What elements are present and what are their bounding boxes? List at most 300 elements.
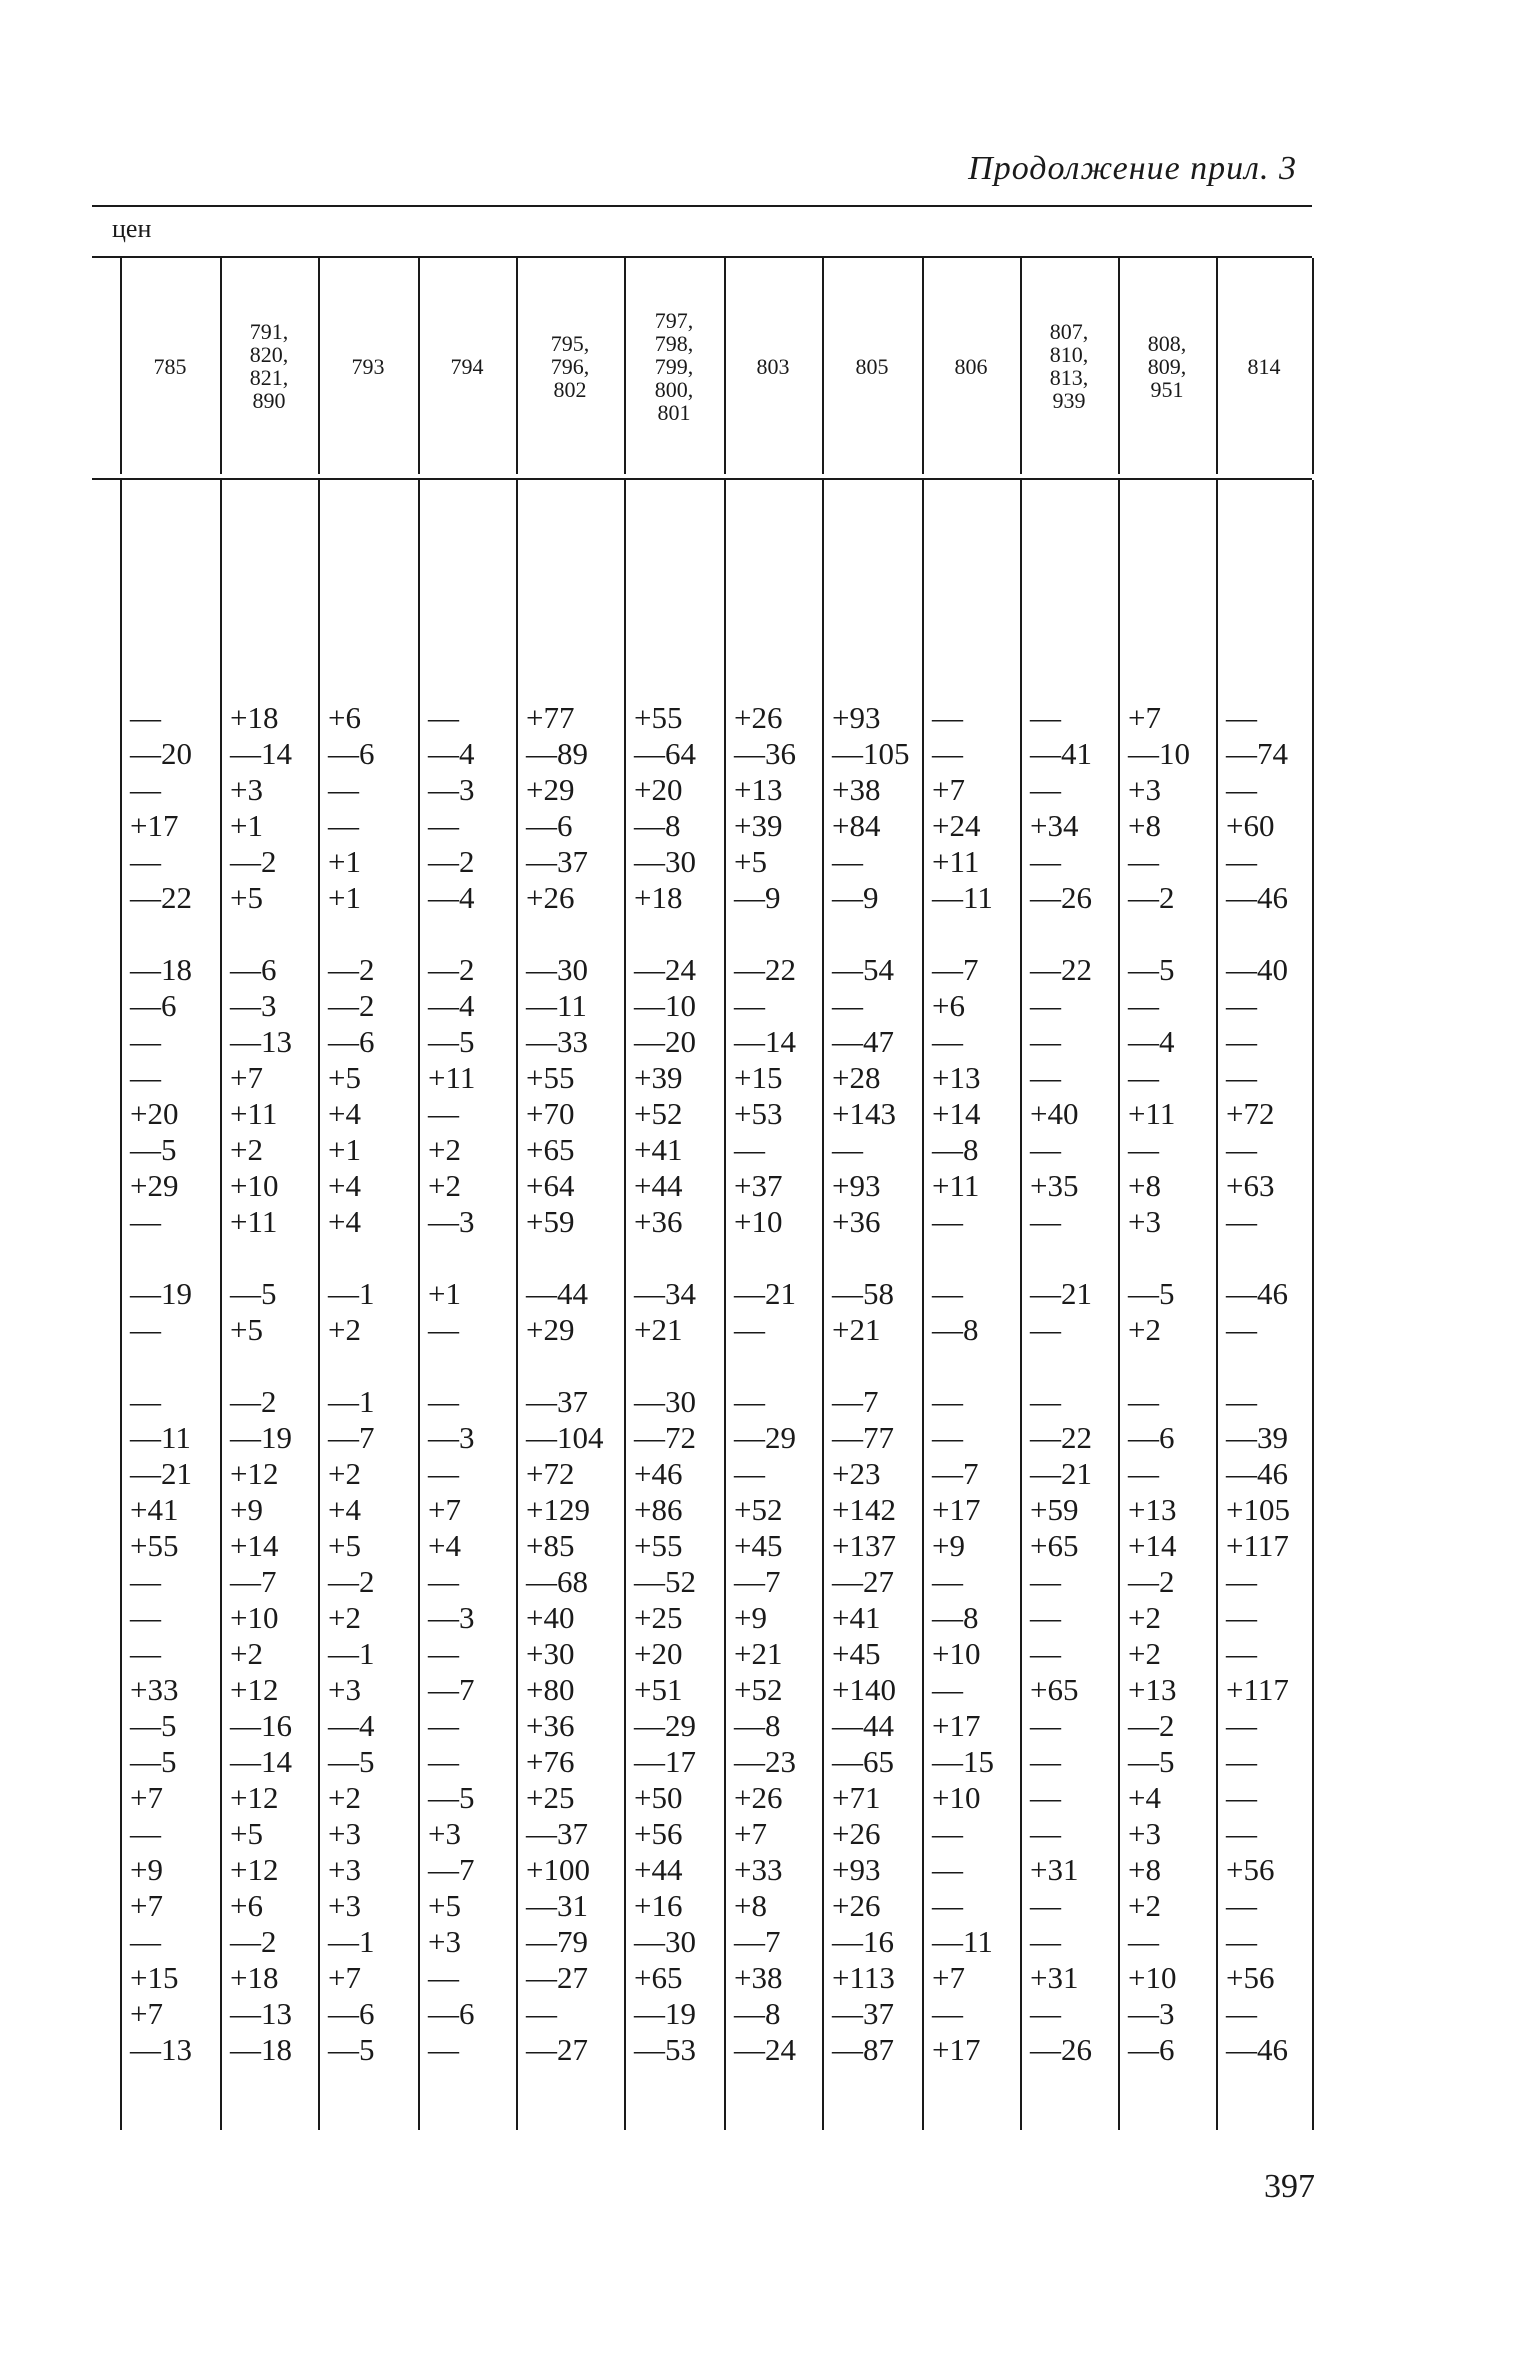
table-cell: —14 [734,1024,796,1059]
table-cell: —58 [832,1276,894,1311]
table-cell: +7 [932,772,965,807]
table-cell: +4 [328,1168,361,1203]
table-cell: +12 [230,1852,279,1887]
table-cell [922,916,1020,952]
table-cell: —7 [832,1384,879,1419]
table-cell: — [130,844,161,879]
table-cell: +2 [230,1636,263,1671]
table-cell: —7 [230,1564,277,1599]
table-cell: +24 [932,808,981,843]
table-cell: —7 [428,1672,475,1707]
table-cell: — [734,1456,765,1491]
table-cell: — [1226,844,1257,879]
table-cell: —6 [1128,1420,1175,1455]
table-cell: +84 [832,808,881,843]
table-cell [318,1348,418,1384]
table-cell: — [1226,772,1257,807]
table-cell [724,1348,822,1384]
table-cell: +5 [328,1528,361,1563]
table-cell: —24 [734,2032,796,2067]
table-cell: — [130,1924,161,1959]
table-cell: +65 [634,1960,683,1995]
table-cell: +10 [932,1636,981,1671]
table-cell: — [130,772,161,807]
table-cell: —5 [328,1744,375,1779]
table-cell: —30 [526,952,588,987]
column-header: 794 [450,353,484,379]
table-cell: —1 [328,1924,375,1959]
table-cell: —4 [428,736,475,771]
table-cell: +52 [734,1492,783,1527]
table-cell: — [1226,1888,1257,1923]
table-cell: +59 [1030,1492,1079,1527]
table-cell: +76 [526,1744,575,1779]
table-cell: — [932,1024,963,1059]
table-cell [1020,1240,1118,1276]
table-cell: —5 [130,1744,177,1779]
table-cell: —6 [230,952,277,987]
table-cell: — [1030,1060,1061,1095]
table-cell: —6 [328,736,375,771]
table-cell: —46 [1226,880,1288,915]
table-cell: —21 [130,1456,192,1491]
table-cell: —39 [1226,1420,1288,1455]
table-cell: +2 [1128,1636,1161,1671]
table-cell: — [1030,1564,1061,1599]
table-cell: —9 [832,880,879,915]
table-cell: +65 [526,1132,575,1167]
table-cell: +11 [1128,1096,1176,1131]
table-cell: — [328,808,359,843]
table-cell: — [832,988,863,1023]
table-cell: —8 [734,1996,781,2031]
table-column [1216,700,1312,2068]
table-cell: +2 [328,1600,361,1635]
table-cell: +5 [230,1312,263,1347]
column-header: 806 [954,353,988,379]
table-cell: +59 [526,1204,575,1239]
table-cell: +3 [328,1888,361,1923]
table-cell: —2 [328,1564,375,1599]
table-cell: +26 [734,700,783,735]
table-cell: +52 [634,1096,683,1131]
table-cell: —1 [328,1636,375,1671]
table-cell: +17 [932,1492,981,1527]
table-cell: +39 [734,808,783,843]
table-cell: —4 [1128,1024,1175,1059]
table-cell: — [1030,988,1061,1023]
table-cell: +20 [634,772,683,807]
table-cell: —8 [932,1312,979,1347]
table-cell: +14 [230,1528,279,1563]
table-cell: —37 [526,1384,588,1419]
table-cell: +142 [832,1492,896,1527]
table-cell: —8 [932,1132,979,1167]
table-cell: — [1226,1312,1257,1347]
table-cell: +26 [734,1780,783,1815]
table-cell: —10 [1128,736,1190,771]
table-cell: +1 [328,1132,361,1167]
table-cell: — [1128,1132,1159,1167]
table-cell: +7 [230,1060,263,1095]
table-cell: — [130,1564,161,1599]
table-cell: —16 [230,1708,292,1743]
table-cell: +2 [1128,1312,1161,1347]
table-cell: —5 [328,2032,375,2067]
table-cell: —5 [130,1708,177,1743]
table-cell: — [1226,1060,1257,1095]
table-cell: +117 [1226,1672,1289,1707]
table-cell: — [130,1600,161,1635]
column-header: 797, 798, 799, 800, 801 [654,307,694,425]
table-cell: —31 [526,1888,588,1923]
table-cell: — [130,1816,161,1851]
table-cell: +6 [932,988,965,1023]
table-cell: — [1128,1384,1159,1419]
table-cell: — [1128,1924,1159,1959]
table-cell: +41 [634,1132,683,1167]
table-cell: +2 [328,1312,361,1347]
table-cell: +8 [1128,808,1161,843]
table-column [1020,700,1118,2068]
table-cell [1118,1240,1216,1276]
table-cell: — [428,1312,459,1347]
table-cell: —3 [428,1600,475,1635]
table-cell: —30 [634,1384,696,1419]
table-cell: —11 [526,988,587,1023]
table-cell: +28 [832,1060,881,1095]
table-cell: — [932,1816,963,1851]
table-cell: —13 [230,1996,292,2031]
table-cell: +17 [932,2032,981,2067]
table-cell: —18 [230,2032,292,2067]
table-cell: +39 [634,1060,683,1095]
table-cell: +13 [1128,1492,1177,1527]
table-cell: +18 [230,1960,279,1995]
table-cell: —17 [634,1744,696,1779]
column-header: 814 [1247,353,1281,379]
table-cell: —6 [130,988,177,1023]
table-cell: +38 [734,1960,783,1995]
table-cell: +7 [932,1960,965,1995]
table-column [120,700,220,2068]
table-cell: +50 [634,1780,683,1815]
table-cell [418,1240,516,1276]
table-cell: — [1030,1636,1061,1671]
table-cell: —2 [230,1924,277,1959]
column-header: 803 [756,353,790,379]
table-cell: — [1226,1564,1257,1599]
table-cell: +21 [734,1636,783,1671]
table-cell: —2 [230,1384,277,1419]
table-cell: +10 [230,1168,279,1203]
table-cell: — [932,736,963,771]
table-cell: — [1030,700,1061,735]
table-cell [318,916,418,952]
table-cell: +56 [634,1816,683,1851]
table-cell [1118,1348,1216,1384]
table-cell: —23 [734,1744,796,1779]
top-rule [92,205,1312,207]
table-cell: — [1128,988,1159,1023]
table-cell: +7 [130,1780,163,1815]
table-cell: +12 [230,1672,279,1707]
table-cell: +5 [328,1060,361,1095]
table-cell: +5 [230,1816,263,1851]
column-divider [1312,480,1314,2130]
table-cell: +12 [230,1456,279,1491]
table-cell: —46 [1226,1456,1288,1491]
table-cell: —7 [328,1420,375,1455]
column-header: 791, 820, 821, 890 [249,319,289,413]
table-cell: —18 [130,952,192,987]
page-number: 397 [1264,2168,1315,2205]
table-cell: —5 [428,1780,475,1815]
table-cell: +29 [526,772,575,807]
table-cell: +1 [328,880,361,915]
table-cell: +72 [1226,1096,1275,1131]
table-cell: — [1226,1744,1257,1779]
table-cell: +105 [1226,1492,1290,1527]
table-cell: +10 [1128,1960,1177,1995]
table-cell: +31 [1030,1852,1079,1887]
table-column [822,700,922,2068]
table-cell: —22 [734,952,796,987]
table-cell: +7 [328,1960,361,1995]
table-cell [418,1348,516,1384]
table-cell: — [734,1132,765,1167]
table-cell: +7 [130,1996,163,2031]
table-cell: —104 [526,1420,604,1455]
table-cell: +15 [734,1060,783,1095]
table-cell: —2 [230,844,277,879]
table-cell: +60 [1226,808,1275,843]
table-cell: —2 [1128,1564,1175,1599]
table-cell: +7 [428,1492,461,1527]
table-cell: —7 [932,1456,979,1491]
table-cell: — [932,1852,963,1887]
table-cell: +9 [230,1492,263,1527]
table-cell: —27 [832,1564,894,1599]
table-cell: — [1226,1600,1257,1635]
table-cell: —46 [1226,2032,1288,2067]
table-cell: —54 [832,952,894,987]
table-cell: —7 [428,1852,475,1887]
table-cell: — [328,772,359,807]
table-cell: —33 [526,1024,588,1059]
column-divider [1312,258,1314,474]
table-cell: — [1226,700,1257,735]
table-cell: +20 [634,1636,683,1671]
table-cell: +9 [130,1852,163,1887]
table-cell: — [428,1636,459,1671]
table-cell: — [1226,1996,1257,2031]
table-cell [1020,1348,1118,1384]
table-cell: —2 [328,988,375,1023]
table-cell: —19 [230,1420,292,1455]
table-cell: +51 [634,1672,683,1707]
table-cell: — [1030,844,1061,879]
table-cell: —26 [1030,880,1092,915]
table-cell [624,916,724,952]
table-cell [220,916,318,952]
table-cell: —14 [230,736,292,771]
table-cell: +31 [1030,1960,1079,1995]
table-cell: — [1030,1708,1061,1743]
column-header: 785 [153,353,187,379]
table-cell: —27 [526,1960,588,1995]
table-cell [516,1348,624,1384]
table-cell: +140 [832,1672,896,1707]
table-cell: — [1030,1312,1061,1347]
table-cell [120,1240,220,1276]
table-cell: +55 [130,1528,179,1563]
table-cell: +65 [1030,1672,1079,1707]
table-cell: +4 [328,1204,361,1239]
table-cell: — [1226,1816,1257,1851]
table-cell: —4 [428,880,475,915]
table-cell: +93 [832,1168,881,1203]
table-cell: +12 [230,1780,279,1815]
table-cell: —30 [634,844,696,879]
table-cell: —13 [230,1024,292,1059]
table-cell: —68 [526,1564,588,1599]
table-cell [120,1348,220,1384]
table-cell [724,916,822,952]
table-cell: +44 [634,1852,683,1887]
table-cell: +63 [1226,1168,1275,1203]
table-cell: +8 [1128,1168,1161,1203]
table-cell: +30 [526,1636,575,1671]
table-cell: —3 [428,1420,475,1455]
table-cell [822,1348,922,1384]
table-cell: —77 [832,1420,894,1455]
table-cell: —2 [1128,1708,1175,1743]
table-cell: +6 [230,1888,263,1923]
table-cell: +143 [832,1096,896,1131]
table-cell: —5 [230,1276,277,1311]
table-cell: +14 [1128,1528,1177,1563]
table-cell: —64 [634,736,696,771]
table-cell: +2 [230,1132,263,1167]
running-title: Продолжение прил. 3 [968,150,1297,187]
table-cell: —44 [526,1276,588,1311]
table-cell: — [428,1708,459,1743]
table-cell: +26 [526,880,575,915]
table-cell: —105 [832,736,910,771]
table-cell: +33 [734,1852,783,1887]
table-cell: — [1030,1024,1061,1059]
table-cell: +64 [526,1168,575,1203]
table-cell: +26 [832,1888,881,1923]
table-cell: —20 [634,1024,696,1059]
table-cell: —5 [428,1024,475,1059]
table-cell: —72 [634,1420,696,1455]
table-cell: +38 [832,772,881,807]
table-cell [120,916,220,952]
table-cell: +52 [734,1672,783,1707]
table-cell: —15 [932,1744,994,1779]
table-cell: — [1128,844,1159,879]
table-cell: —37 [526,844,588,879]
table-cell: +2 [328,1780,361,1815]
table-cell: —16 [832,1924,894,1959]
table-cell: —7 [932,952,979,987]
table-cell: — [932,1888,963,1923]
table-cell: +3 [1128,1816,1161,1851]
table-cell: —20 [130,736,192,771]
table-cell: —11 [130,1420,191,1455]
table-cell: — [1030,1888,1061,1923]
table-cell: +72 [526,1456,575,1491]
table-cell: +93 [832,700,881,735]
table-cell: — [1226,988,1257,1023]
table-cell: —30 [634,1924,696,1959]
table-cell: +5 [734,844,767,879]
table-cell: +11 [230,1204,278,1239]
table-cell: +10 [734,1204,783,1239]
table-cell: +55 [526,1060,575,1095]
table-cell: +34 [1030,808,1079,843]
table-cell: +56 [1226,1852,1275,1887]
table-cell: —5 [1128,1276,1175,1311]
table-cell: —89 [526,736,588,771]
table-cell: —7 [734,1924,781,1959]
table-cell: —79 [526,1924,588,1959]
table-cell: —40 [1226,952,1288,987]
table-cell: — [832,1132,863,1167]
table-cell: +129 [526,1492,590,1527]
table-cell: — [1226,1024,1257,1059]
table-cell: —24 [634,952,696,987]
table-cell: +53 [734,1096,783,1131]
table-cell: — [1030,1600,1061,1635]
table-cell: —8 [634,808,681,843]
table-cell: —11 [932,880,993,915]
table-cell: +7 [130,1888,163,1923]
table-cell: —3 [428,1204,475,1239]
table-cell: — [130,1060,161,1095]
table-cell: —65 [832,1744,894,1779]
table-cell: +36 [832,1204,881,1239]
table-cell: — [1030,1384,1061,1419]
table-cell: +23 [832,1456,881,1491]
table-cell [516,916,624,952]
table-cell: — [1226,1132,1257,1167]
table-cell: +7 [1128,700,1161,735]
table-cell: —4 [428,988,475,1023]
table-cell: — [130,1204,161,1239]
table-cell: — [1030,1744,1061,1779]
table-cell: — [130,1384,161,1419]
table-cell [318,1240,418,1276]
table-cell: — [1226,1708,1257,1743]
table-cell: — [428,1564,459,1599]
table-cell: — [130,700,161,735]
table-cell: —19 [634,1996,696,2031]
table-cell: +55 [634,700,683,735]
table-cell: +40 [526,1600,575,1635]
table-cell [624,1240,724,1276]
table-cell: —6 [328,1024,375,1059]
table-column [318,700,418,2068]
table-cell: +65 [1030,1528,1079,1563]
table-cell: —46 [1226,1276,1288,1311]
table-cell: +8 [734,1888,767,1923]
table-column [922,700,1020,2068]
table-cell: +2 [1128,1600,1161,1635]
table-column [418,700,516,2068]
